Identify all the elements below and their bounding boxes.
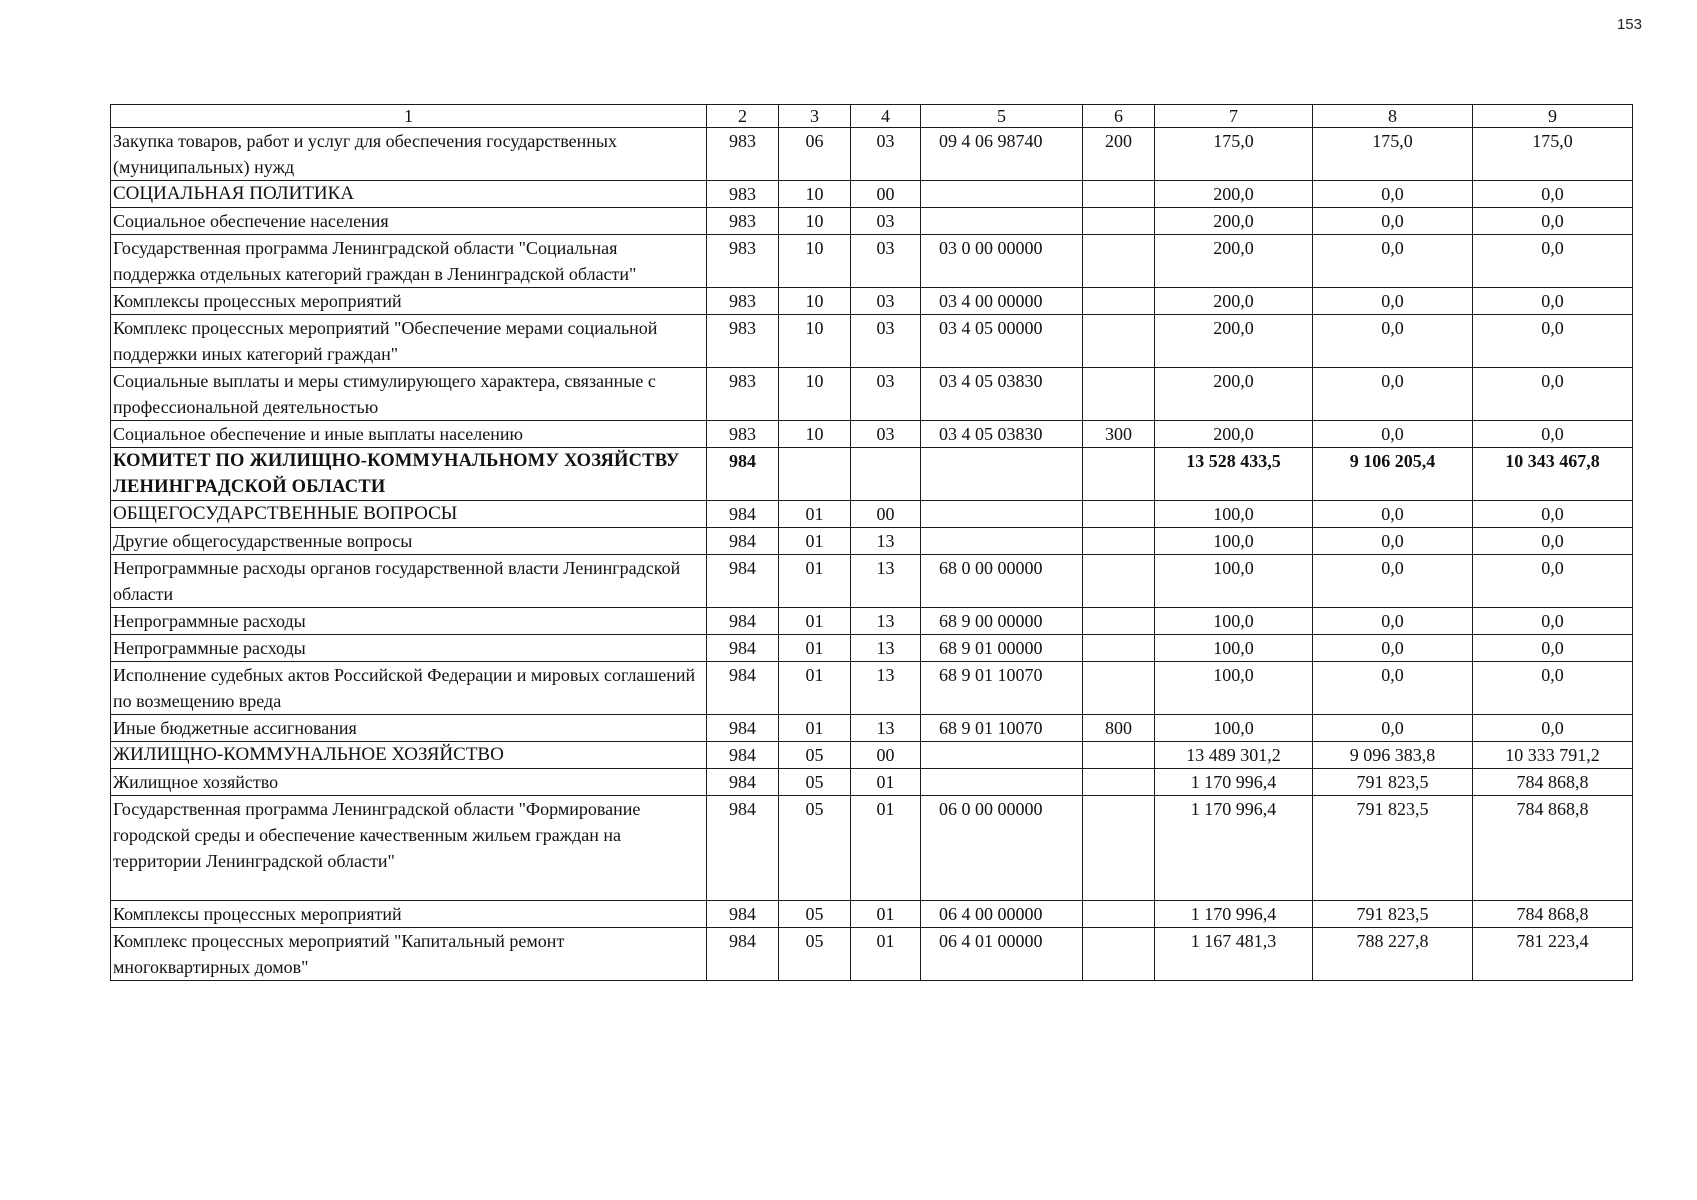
cell-target-code: 09 4 06 98740: [921, 128, 1083, 181]
cell-ministry: 983: [707, 128, 779, 181]
cell-target-code: 68 9 01 00000: [921, 635, 1083, 662]
cell-subsection: 03: [851, 315, 921, 368]
cell-target-code: 03 4 00 00000: [921, 288, 1083, 315]
cell-target-code: [921, 742, 1083, 769]
cell-target-code: [921, 181, 1083, 208]
cell-amount-3: 0,0: [1473, 608, 1633, 635]
cell-expense-type: [1083, 796, 1155, 901]
cell-amount-2: 0,0: [1313, 288, 1473, 315]
cell-section: 10: [779, 315, 851, 368]
table-row: [111, 555, 1633, 608]
cell-amount-3: 784 868,8: [1473, 769, 1633, 796]
table-row: [111, 315, 1633, 368]
cell-section: 10: [779, 368, 851, 421]
header-cell: 8: [1313, 105, 1473, 128]
cell-section: 05: [779, 796, 851, 901]
cell-amount-1: 13 489 301,2: [1155, 742, 1313, 769]
row-name: Социальные выплаты и меры стимулирующего характера, связанные с профессиональной деятельностью: [111, 368, 707, 421]
cell-amount-3: 0,0: [1473, 528, 1633, 555]
row-name: Комплекс процессных мероприятий "Капитальный ремонт многоквартирных домов": [111, 928, 707, 981]
cell-target-code: 68 9 01 10070: [921, 662, 1083, 715]
header-cell: 7: [1155, 105, 1313, 128]
cell-amount-1: 200,0: [1155, 315, 1313, 368]
cell-amount-1: 13 528 433,5: [1155, 448, 1313, 501]
cell-section: 05: [779, 769, 851, 796]
cell-amount-3: 784 868,8: [1473, 901, 1633, 928]
budget-table: [110, 104, 1633, 981]
cell-expense-type: [1083, 769, 1155, 796]
table-row: [111, 448, 1633, 501]
cell-section: 01: [779, 555, 851, 608]
page-number: 153: [1616, 16, 1642, 33]
cell-ministry: 984: [707, 715, 779, 742]
table-row: [111, 662, 1633, 715]
cell-amount-1: 200,0: [1155, 235, 1313, 288]
table-row: [111, 901, 1633, 928]
cell-ministry: 983: [707, 368, 779, 421]
cell-expense-type: [1083, 901, 1155, 928]
row-name: Государственная программа Ленинградской области "Формирование городской среды и обеспечение качественным жильем граждан на территории Ленинградской области": [111, 796, 707, 901]
cell-expense-type: [1083, 635, 1155, 662]
cell-subsection: [851, 448, 921, 501]
cell-ministry: 984: [707, 501, 779, 528]
cell-amount-1: 1 170 996,4: [1155, 769, 1313, 796]
cell-subsection: 01: [851, 769, 921, 796]
cell-subsection: 13: [851, 555, 921, 608]
cell-expense-type: [1083, 181, 1155, 208]
header-cell: 2: [707, 105, 779, 128]
table-row: [111, 608, 1633, 635]
cell-amount-3: 0,0: [1473, 421, 1633, 448]
cell-subsection: 03: [851, 421, 921, 448]
cell-expense-type: [1083, 608, 1155, 635]
cell-amount-2: 0,0: [1313, 715, 1473, 742]
cell-expense-type: [1083, 448, 1155, 501]
table-row: [111, 715, 1633, 742]
table-row: [111, 235, 1633, 288]
cell-ministry: 984: [707, 608, 779, 635]
cell-section: 05: [779, 901, 851, 928]
cell-section: 06: [779, 128, 851, 181]
table-row: [111, 368, 1633, 421]
cell-amount-2: 0,0: [1313, 608, 1473, 635]
cell-target-code: 68 9 00 00000: [921, 608, 1083, 635]
table-row: [111, 181, 1633, 208]
cell-subsection: 13: [851, 715, 921, 742]
cell-amount-3: 0,0: [1473, 662, 1633, 715]
row-name: Закупка товаров, работ и услуг для обеспечения государственных (муниципальных) нужд: [111, 128, 707, 181]
cell-target-code: [921, 208, 1083, 235]
cell-section: 10: [779, 288, 851, 315]
table-row: [111, 742, 1633, 769]
cell-ministry: 983: [707, 181, 779, 208]
cell-subsection: 00: [851, 181, 921, 208]
cell-section: 01: [779, 608, 851, 635]
row-name: Другие общегосударственные вопросы: [111, 528, 707, 555]
cell-amount-3: 0,0: [1473, 368, 1633, 421]
cell-target-code: 06 4 00 00000: [921, 901, 1083, 928]
row-name: Иные бюджетные ассигнования: [111, 715, 707, 742]
cell-amount-2: 0,0: [1313, 662, 1473, 715]
table-row: [111, 528, 1633, 555]
cell-expense-type: [1083, 315, 1155, 368]
cell-section: 10: [779, 181, 851, 208]
header-cell: 9: [1473, 105, 1633, 128]
cell-amount-1: 1 170 996,4: [1155, 901, 1313, 928]
cell-ministry: 983: [707, 421, 779, 448]
cell-ministry: 983: [707, 235, 779, 288]
cell-subsection: 01: [851, 901, 921, 928]
row-name: Комплексы процессных мероприятий: [111, 901, 707, 928]
cell-target-code: [921, 501, 1083, 528]
cell-amount-3: 784 868,8: [1473, 796, 1633, 901]
cell-amount-1: 200,0: [1155, 421, 1313, 448]
cell-amount-2: 0,0: [1313, 208, 1473, 235]
cell-expense-type: [1083, 208, 1155, 235]
header-cell: 4: [851, 105, 921, 128]
cell-subsection: 13: [851, 608, 921, 635]
cell-expense-type: [1083, 501, 1155, 528]
cell-amount-1: 200,0: [1155, 288, 1313, 315]
cell-amount-2: 9 096 383,8: [1313, 742, 1473, 769]
cell-target-code: [921, 769, 1083, 796]
header-row: [111, 105, 1633, 128]
cell-subsection: 03: [851, 368, 921, 421]
cell-ministry: 984: [707, 635, 779, 662]
cell-amount-3: 0,0: [1473, 288, 1633, 315]
cell-subsection: 03: [851, 288, 921, 315]
header-cell: 1: [111, 105, 707, 128]
cell-amount-2: 9 106 205,4: [1313, 448, 1473, 501]
cell-expense-type: 800: [1083, 715, 1155, 742]
cell-ministry: 984: [707, 448, 779, 501]
cell-ministry: 984: [707, 901, 779, 928]
cell-section: 01: [779, 715, 851, 742]
cell-expense-type: [1083, 368, 1155, 421]
cell-target-code: 06 4 01 00000: [921, 928, 1083, 981]
cell-amount-1: 1 170 996,4: [1155, 796, 1313, 901]
cell-target-code: 03 4 05 00000: [921, 315, 1083, 368]
cell-amount-2: 0,0: [1313, 421, 1473, 448]
cell-amount-2: 0,0: [1313, 528, 1473, 555]
cell-section: 01: [779, 501, 851, 528]
cell-target-code: 68 0 00 00000: [921, 555, 1083, 608]
cell-expense-type: [1083, 235, 1155, 288]
table-row: [111, 421, 1633, 448]
cell-ministry: 984: [707, 796, 779, 901]
cell-target-code: [921, 448, 1083, 501]
cell-amount-1: 100,0: [1155, 528, 1313, 555]
cell-amount-3: 0,0: [1473, 501, 1633, 528]
cell-amount-3: 10 343 467,8: [1473, 448, 1633, 501]
cell-ministry: 984: [707, 742, 779, 769]
cell-section: 01: [779, 662, 851, 715]
table-row: [111, 928, 1633, 981]
cell-amount-1: 100,0: [1155, 501, 1313, 528]
cell-amount-3: 781 223,4: [1473, 928, 1633, 981]
cell-expense-type: [1083, 662, 1155, 715]
cell-amount-2: 788 227,8: [1313, 928, 1473, 981]
cell-amount-1: 1 167 481,3: [1155, 928, 1313, 981]
cell-amount-3: 0,0: [1473, 555, 1633, 608]
cell-amount-3: 0,0: [1473, 235, 1633, 288]
table-row: [111, 635, 1633, 662]
cell-amount-1: 100,0: [1155, 635, 1313, 662]
cell-subsection: 00: [851, 501, 921, 528]
cell-ministry: 984: [707, 555, 779, 608]
cell-subsection: 13: [851, 635, 921, 662]
cell-section: 10: [779, 235, 851, 288]
header-cell: 3: [779, 105, 851, 128]
cell-target-code: 06 0 00 00000: [921, 796, 1083, 901]
cell-ministry: 983: [707, 208, 779, 235]
cell-subsection: 03: [851, 235, 921, 288]
row-name: ОБЩЕГОСУДАРСТВЕННЫЕ ВОПРОСЫ: [111, 501, 707, 528]
cell-ministry: 984: [707, 928, 779, 981]
cell-amount-3: 0,0: [1473, 635, 1633, 662]
cell-expense-type: [1083, 928, 1155, 981]
row-name: Исполнение судебных актов Российской Федерации и мировых соглашений по возмещению вреда: [111, 662, 707, 715]
cell-amount-2: 0,0: [1313, 315, 1473, 368]
cell-expense-type: 300: [1083, 421, 1155, 448]
cell-section: 10: [779, 421, 851, 448]
cell-subsection: 01: [851, 928, 921, 981]
cell-expense-type: [1083, 555, 1155, 608]
row-name: Социальное обеспечение населения: [111, 208, 707, 235]
row-name: СОЦИАЛЬНАЯ ПОЛИТИКА: [111, 181, 707, 208]
cell-subsection: 13: [851, 528, 921, 555]
cell-subsection: 03: [851, 128, 921, 181]
cell-amount-1: 100,0: [1155, 662, 1313, 715]
cell-amount-3: 175,0: [1473, 128, 1633, 181]
row-name: Комплекс процессных мероприятий "Обеспечение мерами социальной поддержки иных категорий граждан": [111, 315, 707, 368]
cell-section: 05: [779, 928, 851, 981]
cell-ministry: 984: [707, 769, 779, 796]
cell-amount-2: 175,0: [1313, 128, 1473, 181]
table-row: [111, 501, 1633, 528]
cell-subsection: 01: [851, 796, 921, 901]
cell-subsection: 13: [851, 662, 921, 715]
header-cell: 5: [921, 105, 1083, 128]
cell-amount-1: 100,0: [1155, 555, 1313, 608]
cell-section: 01: [779, 635, 851, 662]
row-name: Социальное обеспечение и иные выплаты населению: [111, 421, 707, 448]
cell-amount-3: 10 333 791,2: [1473, 742, 1633, 769]
cell-ministry: 983: [707, 288, 779, 315]
table-row: [111, 769, 1633, 796]
cell-expense-type: [1083, 742, 1155, 769]
cell-amount-1: 100,0: [1155, 608, 1313, 635]
table-row: [111, 208, 1633, 235]
cell-amount-2: 791 823,5: [1313, 769, 1473, 796]
cell-target-code: [921, 528, 1083, 555]
cell-amount-1: 200,0: [1155, 368, 1313, 421]
row-name: ЖИЛИЩНО-КОММУНАЛЬНОЕ ХОЗЯЙСТВО: [111, 742, 707, 769]
cell-ministry: 983: [707, 315, 779, 368]
cell-section: 01: [779, 528, 851, 555]
table-row: [111, 128, 1633, 181]
row-name: Комплексы процессных мероприятий: [111, 288, 707, 315]
cell-amount-3: 0,0: [1473, 715, 1633, 742]
cell-target-code: 68 9 01 10070: [921, 715, 1083, 742]
row-name: Государственная программа Ленинградской области "Социальная поддержка отдельных категорий граждан в Ленинградской области": [111, 235, 707, 288]
cell-expense-type: [1083, 528, 1155, 555]
cell-amount-2: 0,0: [1313, 235, 1473, 288]
table-row: [111, 796, 1633, 901]
row-name: Непрограммные расходы: [111, 608, 707, 635]
cell-amount-2: 791 823,5: [1313, 901, 1473, 928]
cell-section: 10: [779, 208, 851, 235]
cell-section: 05: [779, 742, 851, 769]
row-name: Непрограммные расходы органов государственной власти Ленинградской области: [111, 555, 707, 608]
row-name: Жилищное хозяйство: [111, 769, 707, 796]
cell-target-code: 03 0 00 00000: [921, 235, 1083, 288]
cell-amount-3: 0,0: [1473, 181, 1633, 208]
cell-subsection: 00: [851, 742, 921, 769]
cell-amount-3: 0,0: [1473, 208, 1633, 235]
cell-amount-2: 0,0: [1313, 555, 1473, 608]
cell-amount-2: 0,0: [1313, 501, 1473, 528]
cell-target-code: 03 4 05 03830: [921, 421, 1083, 448]
cell-section: [779, 448, 851, 501]
cell-amount-2: 791 823,5: [1313, 796, 1473, 901]
cell-ministry: 984: [707, 662, 779, 715]
cell-expense-type: 200: [1083, 128, 1155, 181]
cell-amount-2: 0,0: [1313, 368, 1473, 421]
cell-amount-2: 0,0: [1313, 635, 1473, 662]
table-row: [111, 288, 1633, 315]
cell-subsection: 03: [851, 208, 921, 235]
cell-amount-1: 175,0: [1155, 128, 1313, 181]
cell-amount-1: 200,0: [1155, 181, 1313, 208]
row-name: Непрограммные расходы: [111, 635, 707, 662]
cell-amount-2: 0,0: [1313, 181, 1473, 208]
cell-target-code: 03 4 05 03830: [921, 368, 1083, 421]
row-name: КОМИТЕТ ПО ЖИЛИЩНО-КОММУНАЛЬНОМУ ХОЗЯЙСТВУ ЛЕНИНГРАДСКОЙ ОБЛАСТИ: [111, 448, 707, 501]
cell-expense-type: [1083, 288, 1155, 315]
cell-ministry: 984: [707, 528, 779, 555]
header-cell: 6: [1083, 105, 1155, 128]
cell-amount-3: 0,0: [1473, 315, 1633, 368]
cell-amount-1: 100,0: [1155, 715, 1313, 742]
cell-amount-1: 200,0: [1155, 208, 1313, 235]
